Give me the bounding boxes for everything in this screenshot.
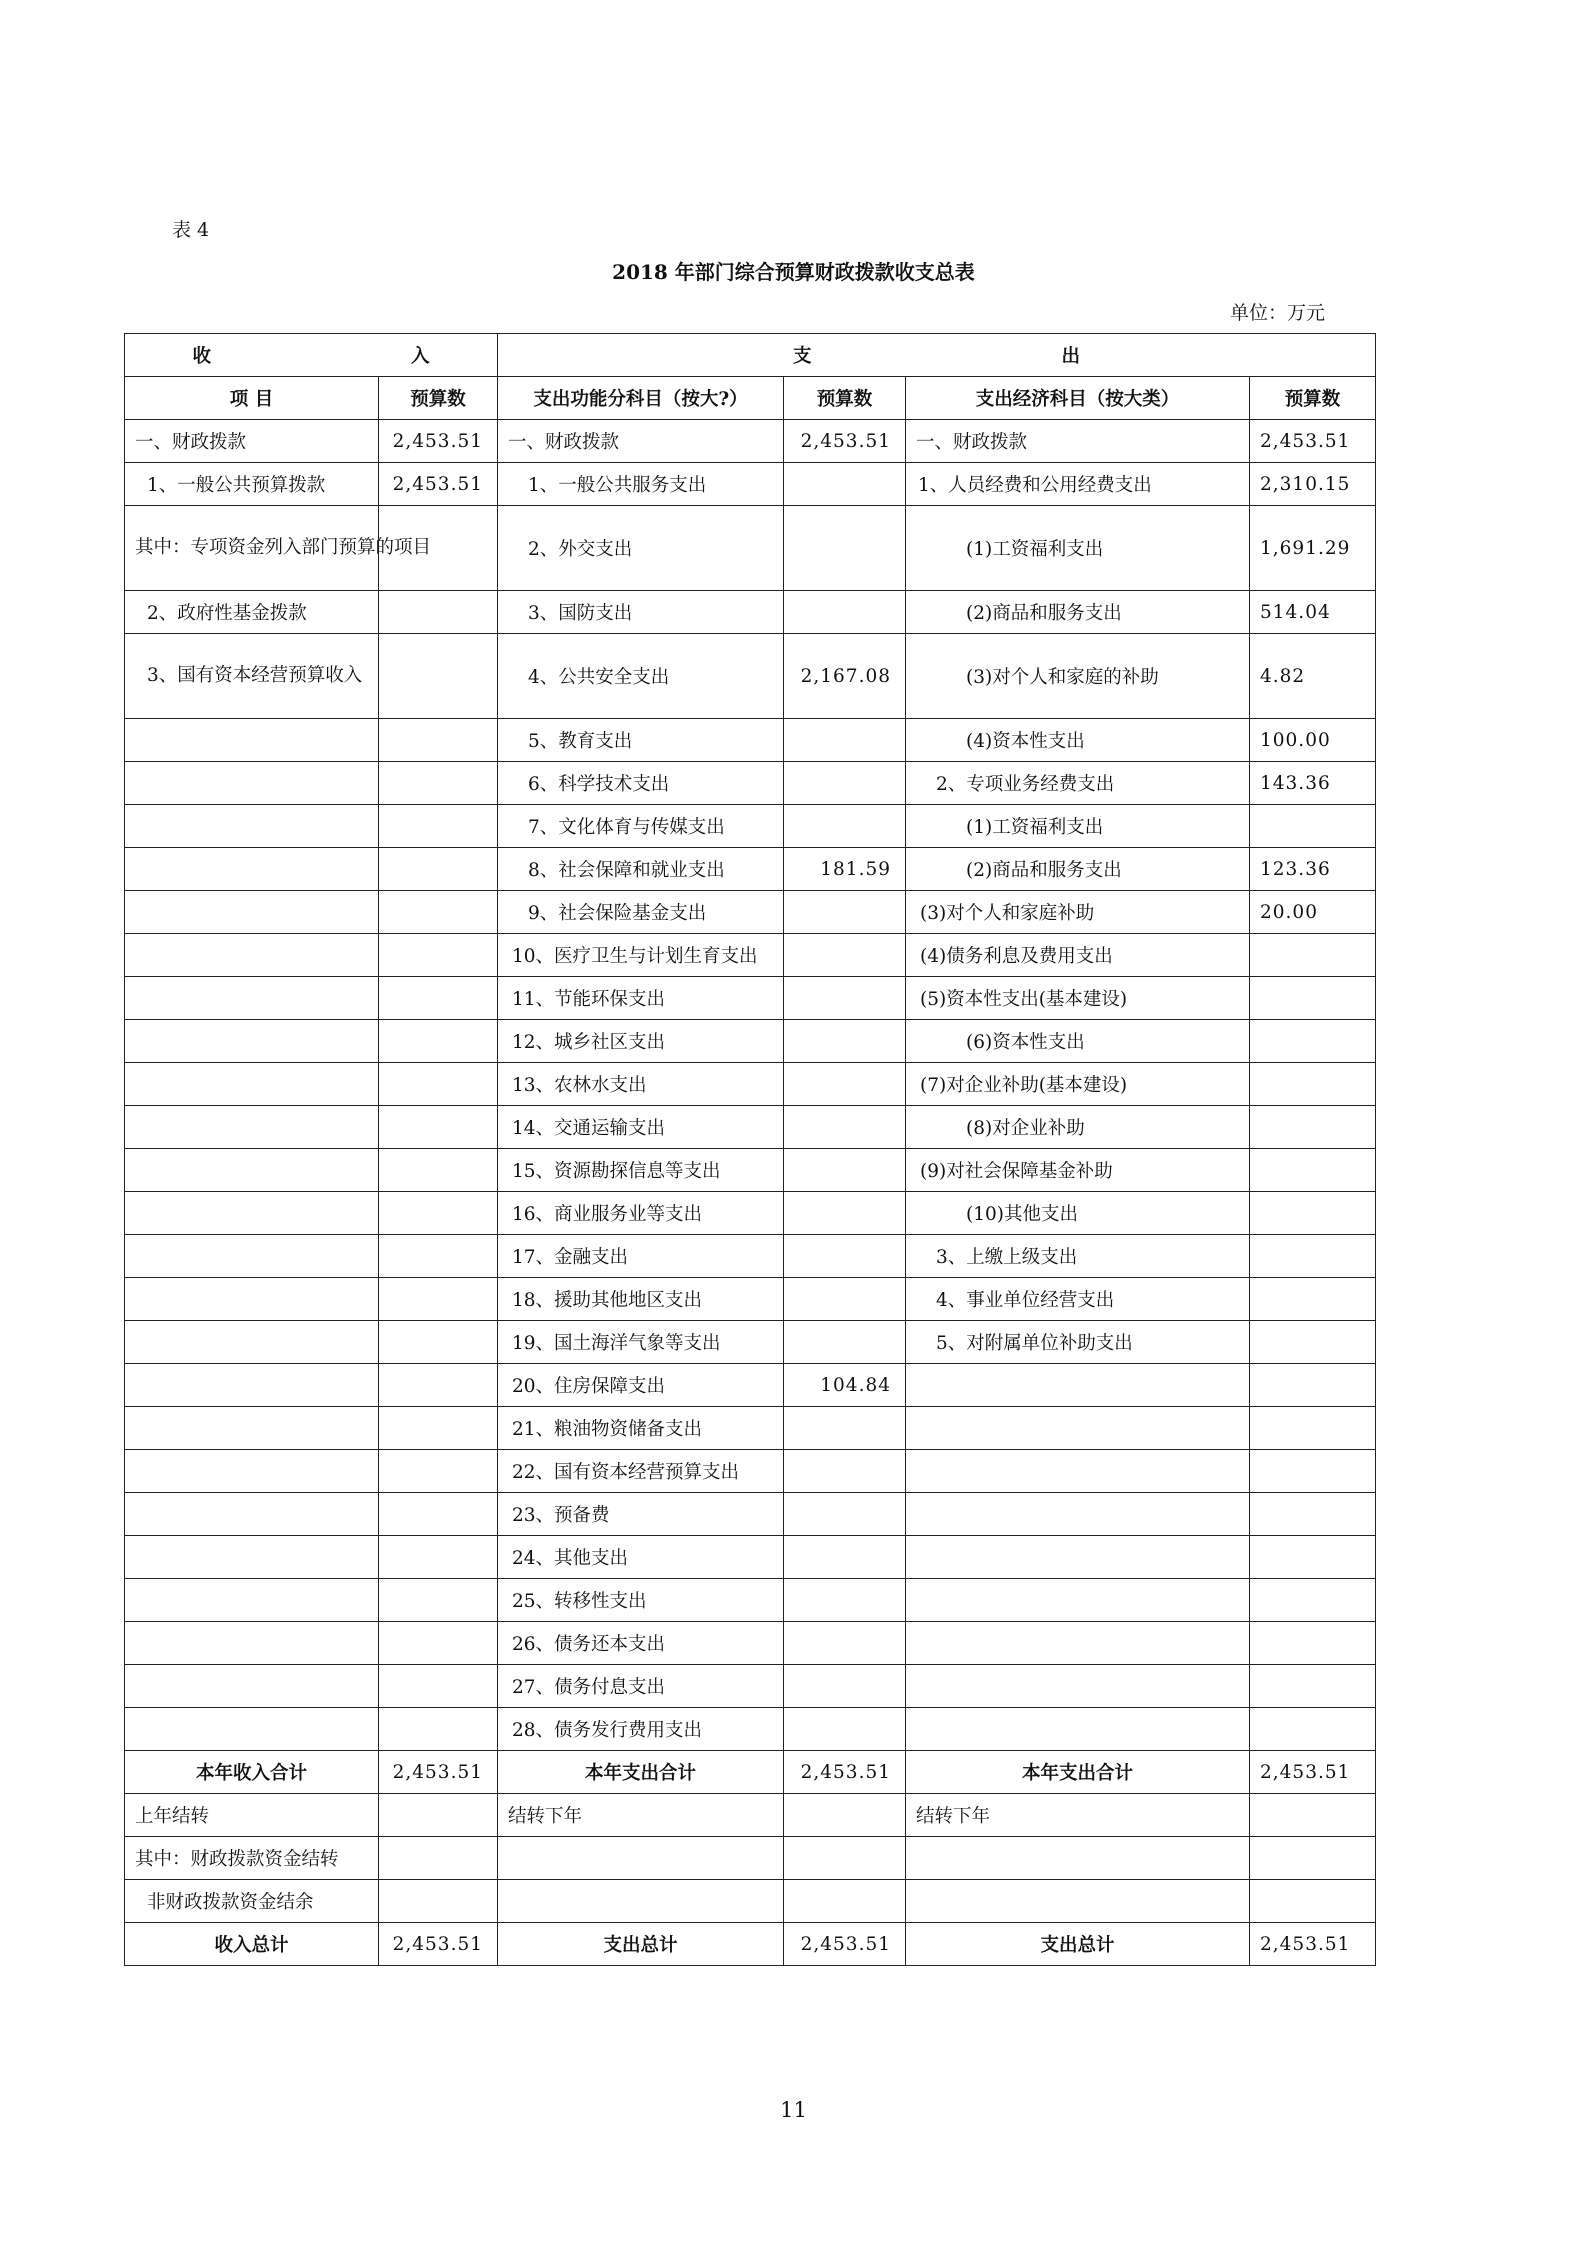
income-budget	[379, 1536, 498, 1579]
income-item: 一、财政拨款	[125, 420, 379, 463]
function-item: 22、国有资本经营预算支出	[498, 1450, 784, 1493]
table-row	[125, 1622, 1376, 1665]
function-item: 14、交通运输支出	[498, 1106, 784, 1149]
function-budget	[784, 1407, 906, 1450]
income-item: 3、国有资本经营预算收入	[125, 634, 379, 719]
table-row	[125, 463, 1376, 506]
income-budget	[379, 1708, 498, 1751]
income-budget	[379, 848, 498, 891]
table-row	[125, 805, 1376, 848]
income-total-value: 2,453.51	[379, 1923, 498, 1966]
function-item: 18、援助其他地区支出	[498, 1278, 784, 1321]
economic-item: (9)对社会保障基金补助	[906, 1149, 1250, 1192]
function-item: 26、债务还本支出	[498, 1622, 784, 1665]
col-header-item: 项 目	[125, 377, 379, 420]
income-budget: 2,453.51	[379, 463, 498, 506]
income-budget	[379, 805, 498, 848]
income-budget	[379, 1665, 498, 1708]
economic-budget	[1250, 977, 1376, 1020]
economic-budget	[1250, 1665, 1376, 1708]
table-row	[125, 1493, 1376, 1536]
economic-budget	[1250, 1622, 1376, 1665]
economic-item	[906, 1536, 1250, 1579]
income-budget	[379, 934, 498, 977]
table-row	[125, 1020, 1376, 1063]
function-item: 27、债务付息支出	[498, 1665, 784, 1708]
function-budget	[784, 1493, 906, 1536]
income-total-label: 收入总计	[125, 1923, 379, 1966]
economic-budget	[1250, 1708, 1376, 1751]
function-budget	[784, 977, 906, 1020]
income-budget	[379, 1149, 498, 1192]
income-item	[125, 1622, 379, 1665]
income-budget	[379, 1278, 498, 1321]
income-item	[125, 1063, 379, 1106]
function-budget	[784, 719, 906, 762]
income-item	[125, 934, 379, 977]
economic-item: 5、对附属单位补助支出	[906, 1321, 1250, 1364]
function-budget	[784, 1063, 906, 1106]
economic-budget	[1250, 1063, 1376, 1106]
function-item: 24、其他支出	[498, 1536, 784, 1579]
income-budget	[379, 1579, 498, 1622]
function-item: 2、外交支出	[498, 506, 784, 591]
table-row	[125, 1063, 1376, 1106]
income-budget	[379, 1235, 498, 1278]
income-item	[125, 1235, 379, 1278]
income-section-header: 收 入	[125, 334, 498, 377]
economic-item	[906, 1708, 1250, 1751]
income-item	[125, 805, 379, 848]
economic-item: (4)资本性支出	[906, 719, 1250, 762]
table-row	[125, 762, 1376, 805]
economic-item: (2)商品和服务支出	[906, 848, 1250, 891]
function-item: 17、金融支出	[498, 1235, 784, 1278]
income-item: 1、一般公共预算拨款	[125, 463, 379, 506]
function-item: 15、资源勘探信息等支出	[498, 1149, 784, 1192]
income-item: 2、政府性基金拨款	[125, 591, 379, 634]
table-row	[125, 1665, 1376, 1708]
economic-item	[906, 1622, 1250, 1665]
unit-label: 单位：万元	[1230, 302, 1326, 324]
year-income-label: 本年收入合计	[125, 1751, 379, 1794]
function-budget	[784, 463, 906, 506]
economic-budget	[1250, 1278, 1376, 1321]
economic-item: (10)其他支出	[906, 1192, 1250, 1235]
function-budget	[784, 1450, 906, 1493]
income-budget	[379, 891, 498, 934]
income-item	[125, 1579, 379, 1622]
economic-item: 一、财政拨款	[906, 420, 1250, 463]
economic-item: (6)资本性支出	[906, 1020, 1250, 1063]
function-item: 13、农林水支出	[498, 1063, 784, 1106]
function-item: 11、节能环保支出	[498, 977, 784, 1020]
economic-item	[906, 1493, 1250, 1536]
of-which-label: 其中：财政拨款资金结转	[125, 1837, 379, 1880]
function-item: 12、城乡社区支出	[498, 1020, 784, 1063]
table-row	[125, 1149, 1376, 1192]
economic-item	[906, 1407, 1250, 1450]
function-item: 6、科学技术支出	[498, 762, 784, 805]
income-budget	[379, 1450, 498, 1493]
income-item	[125, 1665, 379, 1708]
income-budget	[379, 1063, 498, 1106]
year-expense-econ-value: 2,453.51	[1250, 1751, 1376, 1794]
year-expense-econ-label: 本年支出合计	[906, 1751, 1250, 1794]
economic-budget: 2,453.51	[1250, 420, 1376, 463]
table-row	[125, 506, 1376, 591]
table-row	[125, 977, 1376, 1020]
function-item: 7、文化体育与传媒支出	[498, 805, 784, 848]
economic-item	[906, 1579, 1250, 1622]
economic-budget	[1250, 1536, 1376, 1579]
economic-budget	[1250, 1407, 1376, 1450]
income-item: 其中：专项资金列入部门预算的项目	[125, 506, 379, 591]
table-row	[125, 1106, 1376, 1149]
income-item	[125, 1450, 379, 1493]
economic-item: 4、事业单位经营支出	[906, 1278, 1250, 1321]
economic-budget	[1250, 1106, 1376, 1149]
income-item	[125, 1407, 379, 1450]
year-income-value: 2,453.51	[379, 1751, 498, 1794]
economic-item: (2)商品和服务支出	[906, 591, 1250, 634]
non-fiscal-row	[125, 1880, 1376, 1923]
income-item	[125, 1106, 379, 1149]
income-budget	[379, 1020, 498, 1063]
col-header-budget: 预算数	[379, 377, 498, 420]
function-item: 5、教育支出	[498, 719, 784, 762]
income-budget	[379, 591, 498, 634]
economic-budget	[1250, 1149, 1376, 1192]
table-row	[125, 1708, 1376, 1751]
economic-budget	[1250, 1321, 1376, 1364]
function-budget	[784, 1622, 906, 1665]
economic-budget: 1,691.29	[1250, 506, 1376, 591]
table-row	[125, 1407, 1376, 1450]
function-budget	[784, 1278, 906, 1321]
income-item	[125, 1708, 379, 1751]
function-budget	[784, 591, 906, 634]
income-budget	[379, 634, 498, 719]
grand-total-row	[125, 1923, 1376, 1966]
income-item	[125, 891, 379, 934]
function-item: 21、粮油物资储备支出	[498, 1407, 784, 1450]
function-item: 19、国土海洋气象等支出	[498, 1321, 784, 1364]
year-total-row	[125, 1751, 1376, 1794]
expense-total-label: 支出总计	[498, 1923, 784, 1966]
table-row	[125, 848, 1376, 891]
table-row	[125, 1579, 1376, 1622]
col-header-budget: 预算数	[784, 377, 906, 420]
function-item: 10、医疗卫生与计划生育支出	[498, 934, 784, 977]
economic-item	[906, 1364, 1250, 1407]
economic-item	[906, 1665, 1250, 1708]
economic-item: (3)对个人和家庭的补助	[906, 634, 1250, 719]
col-header-function: 支出功能分科目（按大?）	[498, 377, 784, 420]
col-header-budget: 预算数	[1250, 377, 1376, 420]
economic-budget	[1250, 1579, 1376, 1622]
table-row	[125, 1450, 1376, 1493]
economic-budget	[1250, 1192, 1376, 1235]
function-budget	[784, 805, 906, 848]
economic-budget	[1250, 1364, 1376, 1407]
function-budget	[784, 506, 906, 591]
table-row	[125, 1278, 1376, 1321]
income-item	[125, 1192, 379, 1235]
economic-budget: 123.36	[1250, 848, 1376, 891]
function-item: 3、国防支出	[498, 591, 784, 634]
document-title: 2018 年部门综合预算财政拨款收支总表	[612, 260, 975, 284]
carry-next-econ-label: 结转下年	[906, 1794, 1250, 1837]
function-item: 1、一般公共服务支出	[498, 463, 784, 506]
income-budget: 2,453.51	[379, 420, 498, 463]
function-budget: 181.59	[784, 848, 906, 891]
function-item: 一、财政拨款	[498, 420, 784, 463]
table-row	[125, 934, 1376, 977]
economic-budget	[1250, 934, 1376, 977]
economic-item: (1)工资福利支出	[906, 805, 1250, 848]
function-budget: 104.84	[784, 1364, 906, 1407]
table-row	[125, 1364, 1376, 1407]
table-row	[125, 1536, 1376, 1579]
function-budget	[784, 934, 906, 977]
function-item: 9、社会保险基金支出	[498, 891, 784, 934]
economic-budget: 143.36	[1250, 762, 1376, 805]
expense-section-header: 支 出	[498, 334, 1376, 377]
function-item: 20、住房保障支出	[498, 1364, 784, 1407]
economic-budget	[1250, 1020, 1376, 1063]
economic-budget	[1250, 1493, 1376, 1536]
function-budget: 2,167.08	[784, 634, 906, 719]
income-budget	[379, 762, 498, 805]
budget-table	[124, 333, 1376, 1966]
function-budget	[784, 1321, 906, 1364]
col-header-economic: 支出经济科目（按大类）	[906, 377, 1250, 420]
function-budget	[784, 1579, 906, 1622]
income-budget	[379, 1364, 498, 1407]
income-item	[125, 1020, 379, 1063]
function-budget	[784, 1665, 906, 1708]
expense-total-econ-value: 2,453.51	[1250, 1923, 1376, 1966]
income-item	[125, 1149, 379, 1192]
function-item: 25、转移性支出	[498, 1579, 784, 1622]
economic-item: (8)对企业补助	[906, 1106, 1250, 1149]
income-item	[125, 1278, 379, 1321]
income-budget	[379, 719, 498, 762]
economic-budget	[1250, 1235, 1376, 1278]
function-budget	[784, 891, 906, 934]
table-row	[125, 1321, 1376, 1364]
economic-item: 1、人员经费和公用经费支出	[906, 463, 1250, 506]
income-item	[125, 1493, 379, 1536]
economic-item: (7)对企业补助(基本建设)	[906, 1063, 1250, 1106]
carry-row	[125, 1794, 1376, 1837]
table-row	[125, 634, 1376, 719]
income-item	[125, 1536, 379, 1579]
year-expense-label: 本年支出合计	[498, 1751, 784, 1794]
economic-item: 3、上缴上级支出	[906, 1235, 1250, 1278]
table-row	[125, 591, 1376, 634]
page-number: 11	[780, 2098, 807, 2122]
economic-item: (1)工资福利支出	[906, 506, 1250, 591]
function-budget	[784, 1536, 906, 1579]
section-header-row	[125, 334, 1376, 377]
table-row	[125, 420, 1376, 463]
income-budget	[379, 1321, 498, 1364]
function-item: 4、公共安全支出	[498, 634, 784, 719]
income-item	[125, 977, 379, 1020]
function-item: 23、预备费	[498, 1493, 784, 1536]
function-budget: 2,453.51	[784, 420, 906, 463]
income-item	[125, 719, 379, 762]
function-budget	[784, 762, 906, 805]
table-row	[125, 719, 1376, 762]
economic-budget: 20.00	[1250, 891, 1376, 934]
economic-budget	[1250, 805, 1376, 848]
income-item	[125, 848, 379, 891]
function-budget	[784, 1192, 906, 1235]
table-row	[125, 1235, 1376, 1278]
economic-budget: 4.82	[1250, 634, 1376, 719]
function-budget	[784, 1020, 906, 1063]
function-budget	[784, 1106, 906, 1149]
economic-budget: 100.00	[1250, 719, 1376, 762]
of-which-row	[125, 1837, 1376, 1880]
function-budget	[784, 1149, 906, 1192]
prev-carry-label: 上年结转	[125, 1794, 379, 1837]
expense-total-econ-label: 支出总计	[906, 1923, 1250, 1966]
year-expense-value: 2,453.51	[784, 1751, 906, 1794]
economic-item: (3)对个人和家庭补助	[906, 891, 1250, 934]
function-budget	[784, 1235, 906, 1278]
income-budget	[379, 977, 498, 1020]
economic-item: (5)资本性支出(基本建设)	[906, 977, 1250, 1020]
income-budget	[379, 1192, 498, 1235]
economic-budget: 514.04	[1250, 591, 1376, 634]
table-body	[125, 420, 1376, 1751]
function-item: 8、社会保障和就业支出	[498, 848, 784, 891]
income-budget	[379, 1106, 498, 1149]
economic-budget	[1250, 1450, 1376, 1493]
table-number: 表 4	[172, 219, 210, 241]
income-item	[125, 762, 379, 805]
expense-total-value: 2,453.51	[784, 1923, 906, 1966]
function-budget	[784, 1708, 906, 1751]
income-budget	[379, 1622, 498, 1665]
economic-item: (4)债务利息及费用支出	[906, 934, 1250, 977]
function-item: 28、债务发行费用支出	[498, 1708, 784, 1751]
income-budget	[379, 1493, 498, 1536]
carry-next-label: 结转下年	[498, 1794, 784, 1837]
income-item	[125, 1321, 379, 1364]
economic-item	[906, 1450, 1250, 1493]
economic-budget: 2,310.15	[1250, 463, 1376, 506]
economic-item: 2、专项业务经费支出	[906, 762, 1250, 805]
income-budget	[379, 1407, 498, 1450]
function-item: 16、商业服务业等支出	[498, 1192, 784, 1235]
non-fiscal-label: 非财政拨款资金结余	[125, 1880, 379, 1923]
table-row	[125, 1192, 1376, 1235]
column-header-row	[125, 377, 1376, 420]
income-item	[125, 1364, 379, 1407]
table-row	[125, 891, 1376, 934]
